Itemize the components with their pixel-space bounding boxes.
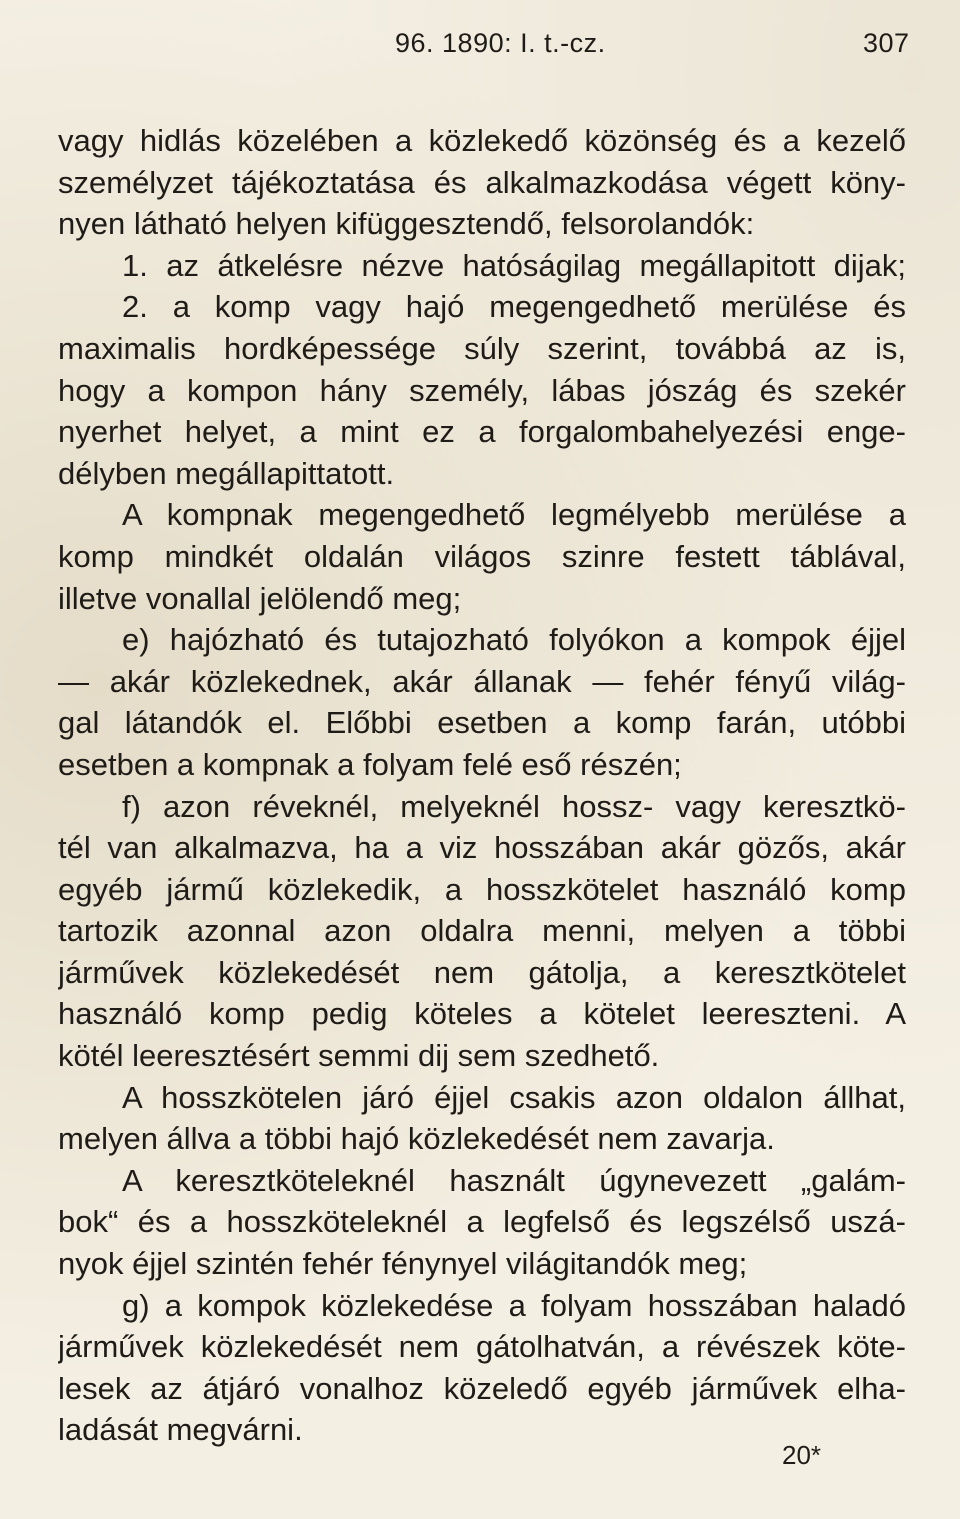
running-head: 96. 1890: I. t.-cz. [395,28,606,58]
text-line: nyen látható helyen kifüggesztendő, felsorolandók: [58,206,755,242]
text-line: nyerhet helyet, a mint ez a forgalombahelyezési enge- [58,414,906,450]
text-line: bok“ és a hosszköteleknél a legfelső és legszélső uszá- [58,1204,906,1240]
page-number: 307 [863,28,910,58]
text-line: járművek közlekedését nem gátolhatván, a révészek köte- [58,1329,906,1365]
text-line: nyok éjjel szintén fehér fénynyel világitandók meg; [58,1246,748,1282]
body-text [58,120,906,1451]
text-line: A keresztköteleknél használt úgynevezett „galám- [122,1162,906,1198]
printer-signature-mark: 20* [782,1440,822,1470]
text-line: melyen állva a többi hajó közlekedését nem zavarja. [58,1121,775,1157]
text-line: 2. a komp vagy hajó megengedhető merülése és [122,289,906,325]
text-line: A kompnak megengedhető legmélyebb merülése a [122,497,906,533]
text-line: illetve vonallal jelölendő meg; [58,580,462,616]
text-line: személyzet tájékoztatása és alkalmazkodása végett köny- [58,164,906,200]
text-line: használó komp pedig köteles a kötelet leereszteni. A [58,996,906,1032]
text-line: hogy a kompon hány személy, lábas jószág és szekér [58,372,906,408]
text-line: kötél leeresztésért semmi dij sem szedhető. [58,1038,660,1074]
text-line: ladását megvárni. [58,1412,303,1448]
text-line: komp mindkét oldalán világos szinre festett táblával, [58,538,906,574]
text-line: — akár közlekednek, akár állanak — fehér fényű világ- [58,663,906,699]
text-line: lesek az átjáró vonalhoz közeledő egyéb járművek elha- [58,1370,906,1406]
text-line: tél van alkalmazva, ha a viz hosszában akár gözős, akár [58,830,906,866]
text-line: A hosszkötelen járó éjjel csakis azon oldalon állhat, [122,1079,906,1115]
text-line: tartozik azonnal azon oldalra menni, melyen a többi [58,913,906,949]
text-line: 1. az átkelésre nézve hatóságilag megállapitott dijak; [122,247,906,283]
text-line: esetben a kompnak a folyam felé eső részén; [58,746,682,782]
text-line: egyéb jármű közlekedik, a hosszkötelet használó komp [58,871,906,907]
text-line: g) a kompok közlekedése a folyam hosszában haladó [122,1287,906,1323]
text-line: vagy hidlás közelében a közlekedő közönség és a kezelő [58,123,906,158]
text-line: maximalis hordképessége súly szerint, továbbá az is, [58,330,906,366]
text-line: járművek közlekedését nem gátolja, a keresztkötelet [58,954,906,990]
text-line: f) azon réveknél, melyeknél hossz- vagy keresztkö- [122,788,906,824]
text-line: gal látandók el. Előbbi esetben a komp farán, utóbbi [58,705,906,741]
page-header [0,22,960,62]
text-line: e) hajózható és tutajozható folyókon a kompok éjjel [122,622,906,658]
text-line: délyben megállapittatott. [58,455,395,491]
